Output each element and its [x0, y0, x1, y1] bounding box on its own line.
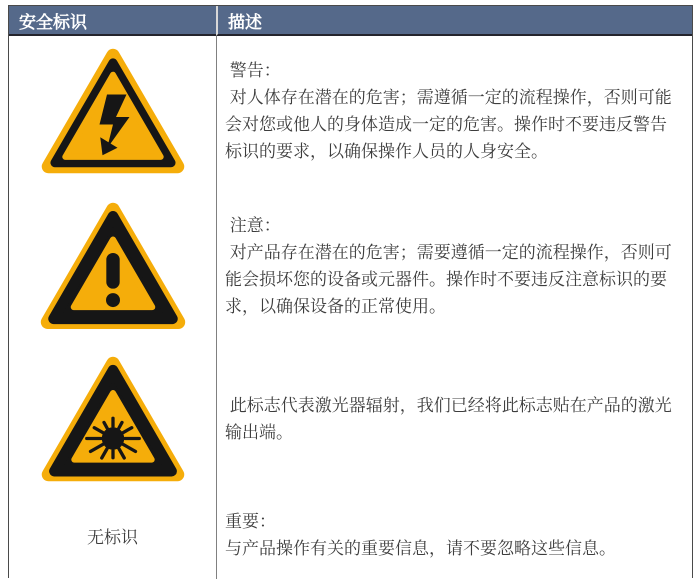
- safety-signs-table: [8, 5, 693, 578]
- general-warning-icon: [37, 199, 189, 333]
- table-row-4-description-cell: [216, 491, 692, 579]
- column-header-label: 描述: [228, 12, 262, 32]
- description-title: 重要：: [225, 512, 276, 531]
- electric-shock-warning-icon: [38, 45, 188, 177]
- table-row-4-sign-cell: [9, 491, 216, 579]
- table-row-2-description-cell: [216, 186, 692, 346]
- table-row-2-sign-cell: [9, 186, 216, 346]
- no-sign-label: 无标识: [87, 527, 138, 547]
- column-header-safety-sign: [9, 6, 216, 36]
- table-row-1-description-cell: [216, 36, 692, 186]
- laser-radiation-icon: [38, 353, 188, 485]
- description-title: 警告：: [225, 61, 281, 80]
- column-header-label: 安全标识: [19, 12, 87, 32]
- description-title: 注意：: [225, 216, 281, 235]
- description-body: 对产品存在潜在的危害；需要遵循一定的流程操作，否则可能会损坏您的设备或元器件。操作时不要违反注意标识的要求，以确保设备的正常使用。: [225, 243, 672, 316]
- table-row-3-description-cell: [216, 346, 692, 491]
- description-body: 此标志代表激光器辐射，我们已经将此标志贴在产品的激光输出端。: [225, 395, 672, 442]
- description-body: 对人体存在潜在的危害；需遵循一定的流程操作，否则可能会对您或他人的身体造成一定的危害。操作时不要违反警告标识的要求，以确保操作人员的人身安全。: [225, 88, 672, 161]
- column-header-description: [216, 6, 692, 36]
- table-row-3-sign-cell: [9, 346, 216, 491]
- description-body: 与产品操作有关的重要信息，请不要忽略这些信息。: [225, 539, 616, 558]
- table-row-1-sign-cell: [9, 36, 216, 186]
